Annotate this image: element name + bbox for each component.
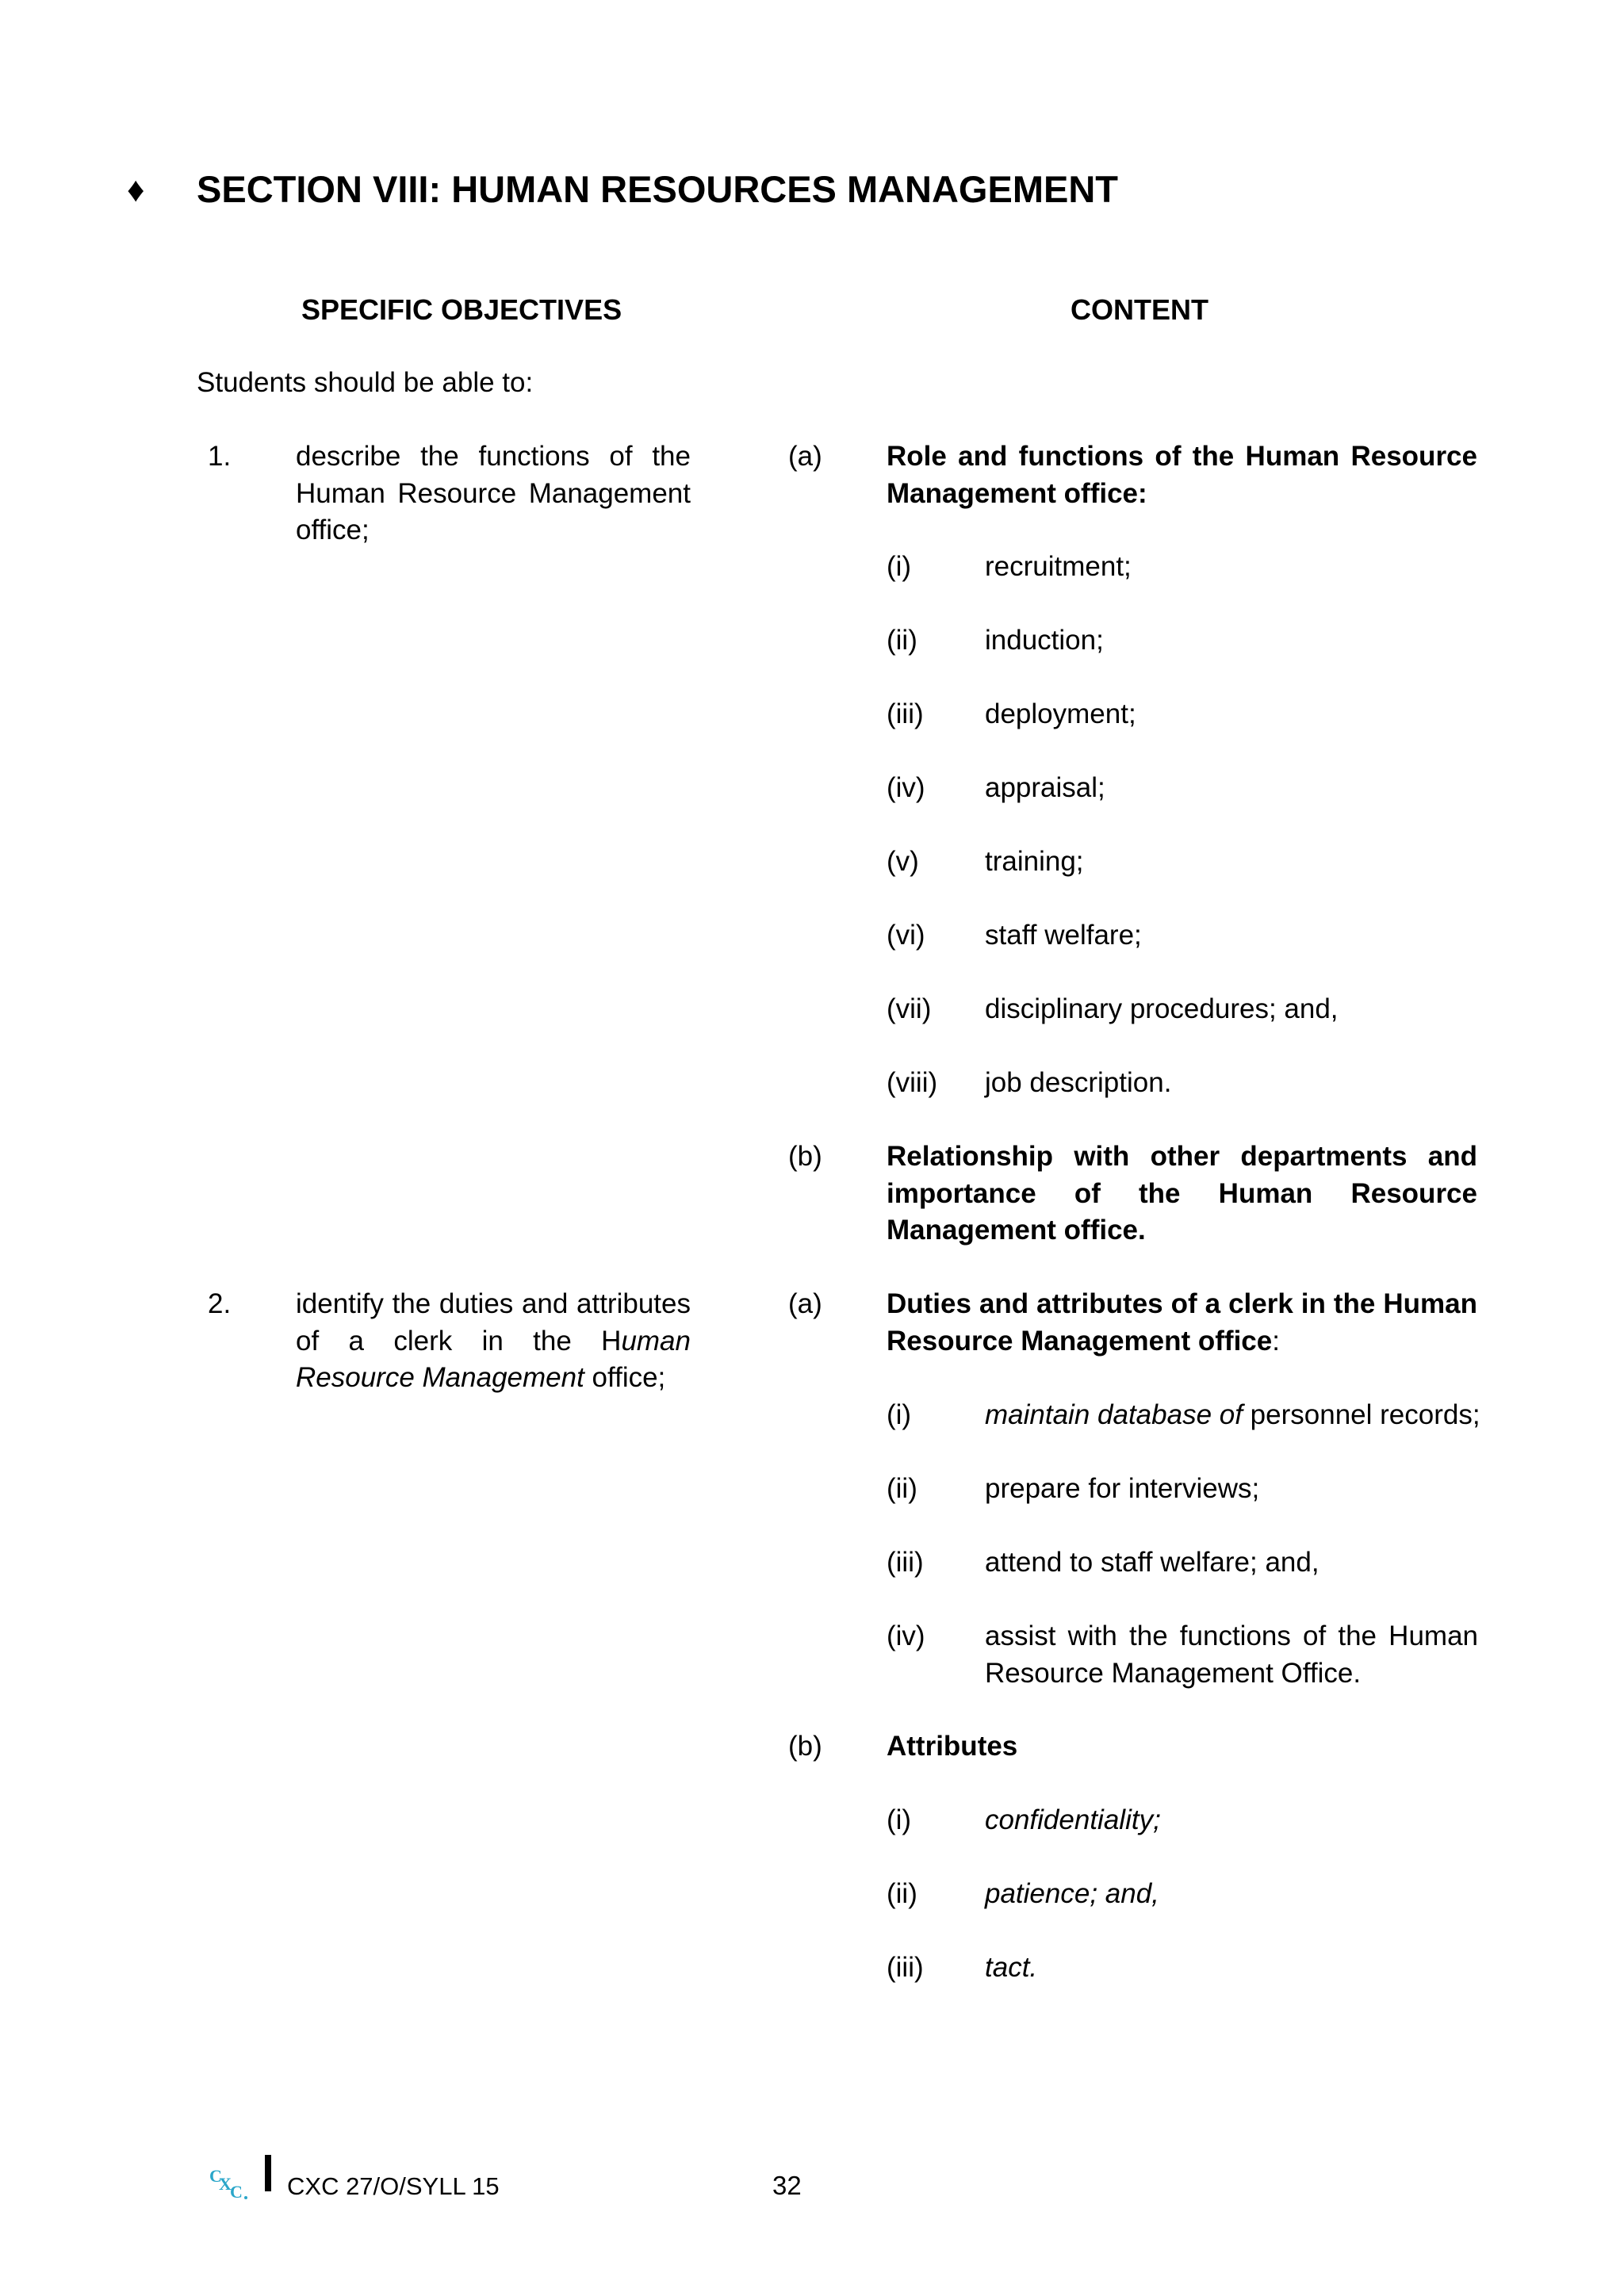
objective-number: 2. xyxy=(208,1288,232,1319)
item-numeral: (iv) xyxy=(887,1621,925,1651)
item-text: patience; and, xyxy=(985,1878,1159,1909)
content-heading: CONTENT xyxy=(1071,293,1208,326)
item-numeral: (i) xyxy=(887,551,912,582)
item-numeral: (i) xyxy=(887,1804,912,1835)
item-numeral: (v) xyxy=(887,846,919,877)
item-numeral: (ii) xyxy=(887,1473,917,1504)
item-numeral: (vi) xyxy=(887,920,925,951)
item-text: confidentiality; xyxy=(985,1804,1161,1835)
svg-text:X: X xyxy=(219,2174,232,2194)
intro-text: Students should be able to: xyxy=(197,367,534,398)
content-heading-text: Role and functions of the Human Resource Management office: xyxy=(887,441,1477,509)
item-numeral: (iii) xyxy=(887,698,924,729)
cxc-logo-icon xyxy=(208,2164,257,2204)
item-text: staff welfare; xyxy=(985,920,1142,951)
item-numeral: (iii) xyxy=(887,1952,924,1983)
item-text: assist with the functions of the Human Resource Management Office. xyxy=(985,1621,1478,1689)
section-bullet: ♦ xyxy=(127,170,145,209)
item-numeral: (vii) xyxy=(887,993,932,1024)
item-numeral: (ii) xyxy=(887,1878,917,1909)
objectives-heading: SPECIFIC OBJECTIVES xyxy=(301,293,622,326)
content-letter: (a) xyxy=(788,441,822,472)
item-text: prepare for interviews; xyxy=(985,1473,1260,1504)
svg-text:C: C xyxy=(230,2182,243,2202)
objective-text: identify the duties and attributes of a clerk in the Human Resource Management office; xyxy=(296,1288,691,1393)
syllabus-code: CXC 27/O/SYLL 15 xyxy=(287,2172,500,2200)
content-letter: (b) xyxy=(788,1731,822,1762)
item-numeral: (ii) xyxy=(887,625,917,656)
objective-text: describe the functions of the Human Resource Management office; xyxy=(296,441,691,545)
item-text: job description. xyxy=(985,1067,1172,1098)
item-text: attend to staff welfare; and, xyxy=(985,1547,1320,1578)
item-numeral: (i) xyxy=(887,1399,912,1430)
item-text: training; xyxy=(985,846,1084,877)
item-text: appraisal; xyxy=(985,772,1105,803)
footer-divider xyxy=(265,2155,271,2191)
item-text: tact. xyxy=(985,1952,1038,1983)
item-text: maintain database of personnel records; xyxy=(985,1399,1480,1430)
item-text: deployment; xyxy=(985,698,1136,729)
item-text: induction; xyxy=(985,625,1104,656)
item-text: disciplinary procedures; and, xyxy=(985,993,1339,1024)
objective-number: 1. xyxy=(208,441,232,472)
content-heading-text: Attributes xyxy=(887,1731,1018,1762)
svg-text:C: C xyxy=(209,2166,222,2186)
page-number: 32 xyxy=(772,2171,802,2200)
content-letter: (a) xyxy=(788,1288,822,1319)
item-numeral: (iii) xyxy=(887,1547,924,1578)
item-numeral: (iv) xyxy=(887,772,925,803)
item-numeral: (viii) xyxy=(887,1067,938,1098)
content-heading-text: Relationship with other departments and importance of the Human Resource Management office. xyxy=(887,1141,1477,1246)
content-heading-text: Duties and attributes of a clerk in the Human Resource Management office: xyxy=(887,1288,1477,1357)
item-text: recruitment; xyxy=(985,551,1132,582)
section-title: SECTION VIII: HUMAN RESOURCES MANAGEMENT xyxy=(197,168,1118,210)
content-letter: (b) xyxy=(788,1141,822,1172)
